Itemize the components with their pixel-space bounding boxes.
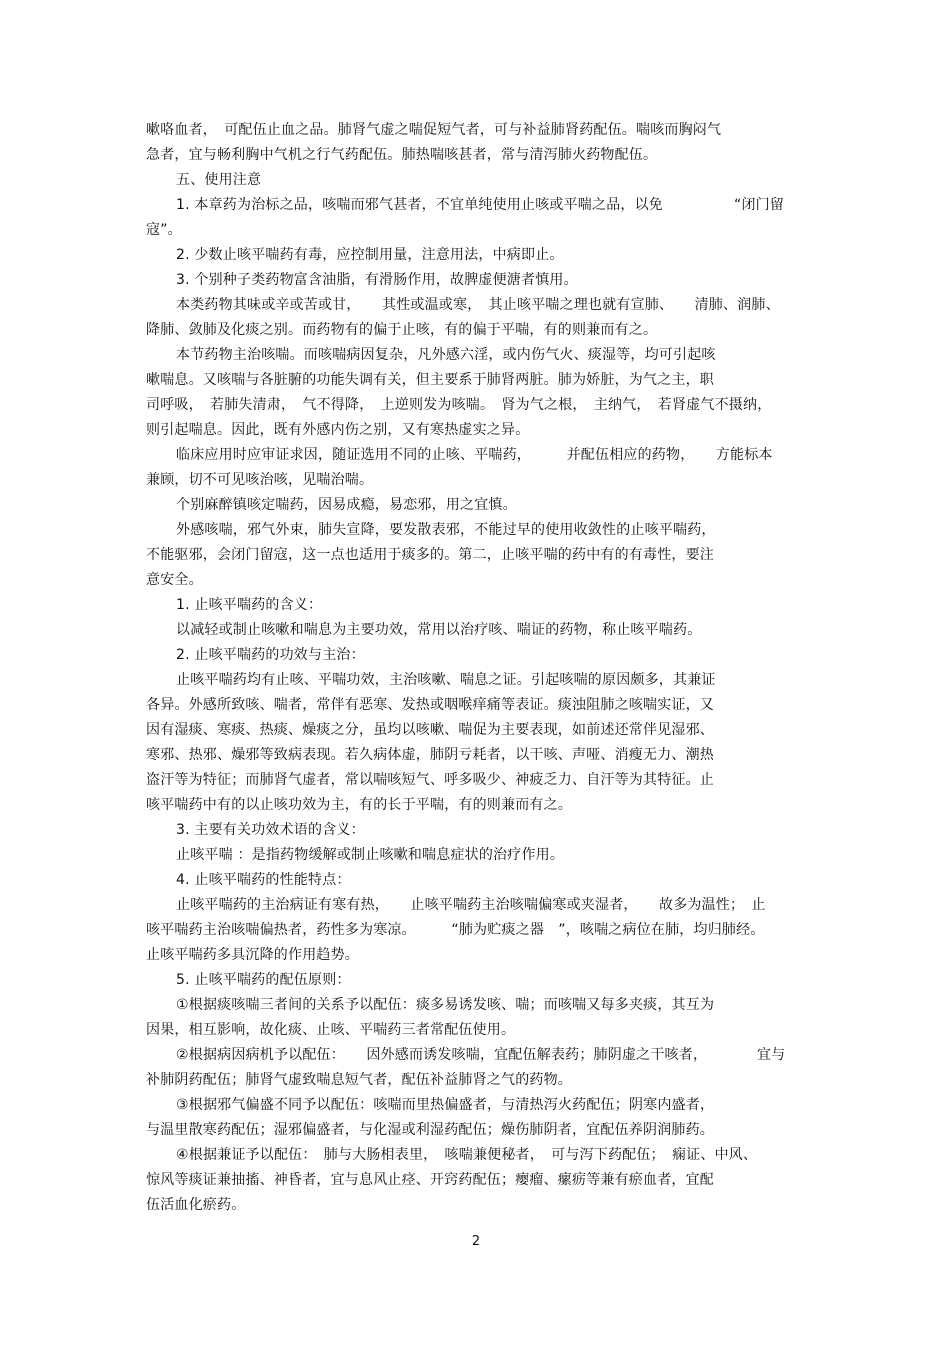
text-line: 兼顾，切不可见咳治咳，见喘治喘。: [146, 472, 374, 488]
text-line: 1. 本章药为治标之品，咳喘而邪气甚者，不宜单纯使用止咳或平喘之品，以免 “闭门留: [176, 197, 785, 213]
text-line: 因有湿痰、寒痰、热痰、燥痰之分，虽均以咳嗽、喘促为主要表现，如前述还常伴见湿邪、: [146, 722, 714, 738]
subheading: 2. 止咳平喘药的功效与主治：: [176, 647, 365, 663]
text-line: ①根据痰咳喘三者间的关系予以配伍：痰多易诱发咳、喘；而咳喘又每多夹痰，其互为: [176, 997, 715, 1013]
text-line: 个别麻醉镇咳定喘药，因易成瘾，易恋邪，用之宜慎。: [176, 497, 517, 513]
text-line: 则引起喘息。因此，既有外感内伤之别，又有寒热虚实之异。: [146, 422, 530, 438]
text-line: 司呼吸， 若肺失清肃， 气不得降， 上逆则发为咳喘。 肾为气之根， 主纳气， 若肾虚气不摄纳，: [146, 397, 772, 413]
text-line: 寇”。: [146, 222, 182, 238]
text-line: 伍活血化瘀药。: [146, 1197, 246, 1213]
text-line: 不能驱邪，会闭门留寇，这一点也适用于痰多的。第二，止咳平喘的药中有的有毒性，要注: [146, 547, 714, 563]
text-line: 寒邪、热邪、燥邪等致病表现。若久病体虚，肺阴亏耗者，以干咳、声哑、消瘦无力、潮热: [146, 747, 714, 763]
text-line: 降肺、敛肺及化痰之别。而药物有的偏于止咳，有的偏于平喘，有的则兼而有之。: [146, 322, 658, 338]
text-line: ②根据病因病机予以配伍： 因外感而诱发咳喘，宜配伍解表药；肺阴虚之干咳者， 宜与: [176, 1047, 786, 1063]
text-line: 外感咳喘，邪气外束，肺失宣降，要发散表邪，不能过早的使用收敛性的止咳平喘药，: [176, 522, 716, 538]
subheading: 3. 主要有关功效术语的含义：: [176, 822, 365, 838]
text-line: 本节药物主治咳喘。而咳喘病因复杂，凡外感六淫，或内伤气火、痰湿等，均可引起咳: [176, 347, 716, 363]
subheading: 4. 止咳平喘药的性能特点：: [176, 872, 351, 888]
text-line: 惊风等痰证兼抽搐、神昏者，宜与息风止痉、开窍药配伍；瘿瘤、瘰疬等兼有瘀血者，宜配: [146, 1172, 714, 1188]
text-line: 咳平喘药主治咳喘偏热者，药性多为寒凉。 “肺为贮痰之器 ”，咳喘之病位在肺，均归肺经。: [146, 922, 765, 938]
text-line: 嗽咯血者， 可配伍止血之品。肺肾气虚之喘促短气者，可与补益肺肾药配伍。喘咳而胸闷气: [146, 122, 722, 138]
section-heading: 五、使用注意: [176, 172, 262, 188]
text-line: 急者，宜与畅利胸中气机之行气药配伍。肺热喘咳甚者，常与清泻肺火药物配伍。: [146, 147, 658, 163]
text-line: 临床应用时应审证求因，随证选用不同的止咳、平喘药， 并配伍相应的药物， 方能标本: [176, 447, 773, 463]
text-line: 止咳平喘药多具沉降的作用趋势。: [146, 947, 359, 963]
text-line: 与温里散寒药配伍；湿邪偏盛者，与化湿或利湿药配伍；燥伤肺阴者，宜配伍养阴润肺药。: [146, 1122, 714, 1138]
text-line: 嗽喘息。又咳喘与各脏腑的功能失调有关，但主要系于肺肾两脏。肺为娇脏，为气之主，职: [146, 372, 714, 388]
text-line: 咳平喘药中有的以止咳功效为主，有的长于平喘，有的则兼而有之。: [146, 797, 572, 813]
text-line: 止咳平喘药均有止咳、平喘功效，主治咳嗽、喘息之证。引起咳喘的原因颇多，其兼证: [176, 672, 716, 688]
text-line: 以减轻或制止咳嗽和喘息为主要功效，常用以治疗咳、喘证的药物，称止咳平喘药。: [176, 622, 702, 638]
text-line: 盗汗等为特征；而肺肾气虚者，常以喘咳短气、呼多吸少、神疲乏力、自汗等为其特征。止: [146, 772, 714, 788]
page-number: 2: [471, 1234, 481, 1249]
subheading: 5. 止咳平喘药的配伍原则：: [176, 972, 351, 988]
text-line: 止咳平喘 ：是指药物缓解或制止咳嗽和喘息症状的治疗作用。: [176, 847, 565, 863]
text-line: 因果，相互影响，故化痰、止咳、平喘药三者常配伍使用。: [146, 1022, 516, 1038]
text-line: 2. 少数止咳平喘药有毒，应控制用量，注意用法，中病即止。: [176, 247, 564, 263]
subheading: 1. 止咳平喘药的含义：: [176, 597, 323, 613]
text-line: 意安全。: [146, 572, 203, 588]
text-line: 止咳平喘药的主治病证有寒有热， 止咳平喘药主治咳喘偏寒或夹湿者， 故多为温性； 止: [176, 897, 766, 913]
text-line: ④根据兼证予以配伍： 肺与大肠相表里， 咳喘兼便秘者， 可与泻下药配伍； 痫证、中风、: [176, 1147, 758, 1163]
text-line: 各异。外感所致咳、喘者，常伴有恶寒、发热或咽喉痒痛等表证。痰浊阻肺之咳喘实证，又: [146, 697, 714, 713]
text-line: 3. 个别种子类药物富含油脂，有滑肠作用，故脾虚便溏者慎用。: [176, 272, 578, 288]
text-line: ③根据邪气偏盛不同予以配伍：咳喘而里热偏盛者，与清热泻火药配伍；阴寒内盛者，: [176, 1097, 715, 1113]
text-line: 本类药物其味或辛或苦或甘， 其性或温或寒， 其止咳平喘之理也就有宣肺、 清肺、润肺、: [176, 297, 780, 313]
text-line: 补肺阴药配伍；肺肾气虚致喘息短气者，配伍补益肺肾之气的药物。: [146, 1072, 572, 1088]
